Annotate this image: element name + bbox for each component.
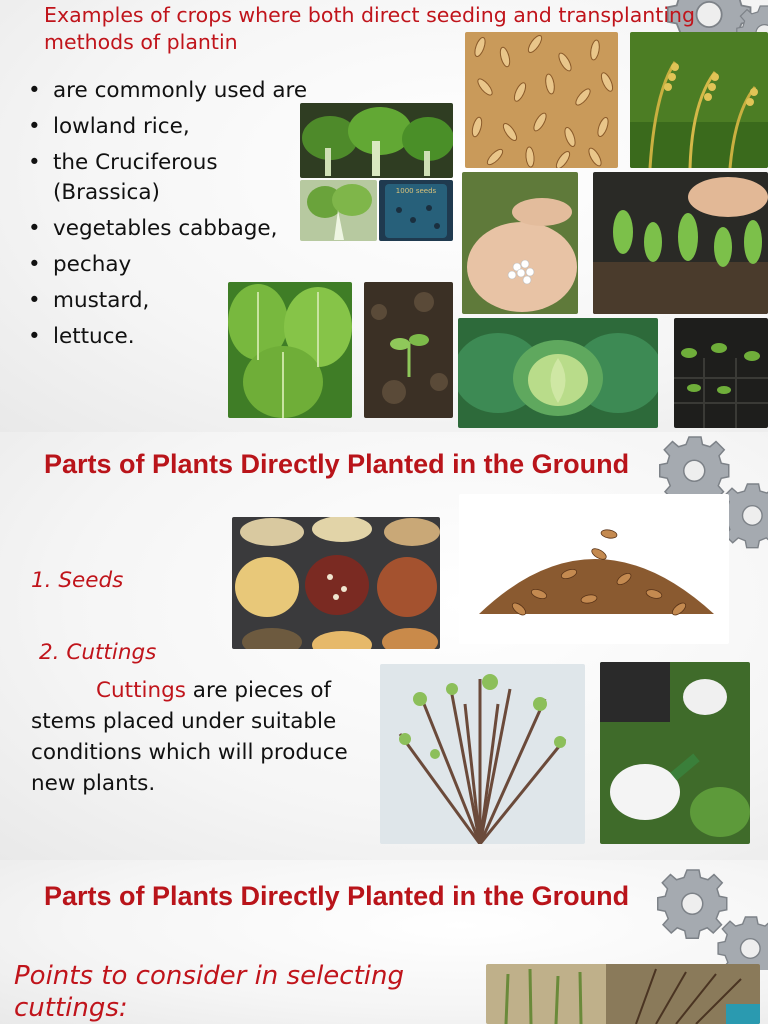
- pechay-small-image: [300, 180, 377, 241]
- slide-selecting-cuttings: [0, 860, 768, 1024]
- section-heading: Parts of Plants Directly Planted in the Ground: [44, 449, 630, 479]
- list-item: • the Cruciferous (Brassica): [28, 150, 218, 205]
- seed-pack-label: 1000 seeds: [395, 187, 437, 195]
- list-item: • mustard,: [28, 288, 150, 313]
- seed-bowls-image: [232, 517, 440, 649]
- list-item: • lettuce.: [28, 324, 135, 349]
- cuttings-bundle-image: [380, 664, 585, 844]
- cuttings-term: Cuttings: [96, 678, 186, 703]
- rice-plant-image: [630, 32, 768, 168]
- list-item: • are commonly used are: [28, 78, 308, 103]
- points-subheading: Points to consider in selecting cuttings:: [14, 961, 404, 1023]
- slide-crops-examples: [0, 0, 768, 432]
- pechay-plants-image: [300, 103, 453, 178]
- item-cuttings: 2. Cuttings: [39, 640, 157, 665]
- slide-title: Examples of crops where both direct seeding and transplanting methods of plantin: [44, 3, 696, 54]
- seedlings-tray-image: [674, 318, 768, 428]
- seed-pile-image: [459, 494, 729, 644]
- section-heading: Parts of Plants Directly Planted in the Ground: [44, 881, 630, 911]
- list-item: • vegetables cabbage,: [28, 216, 278, 241]
- list-item: • lowland rice,: [28, 114, 190, 139]
- cuttings-pots-image: [486, 964, 760, 1024]
- list-item: • pechay: [28, 252, 132, 277]
- item-seeds: 1. Seeds: [31, 568, 124, 593]
- seed-pack-image: [379, 180, 453, 241]
- cuttings-description: Cuttings are pieces of stems placed under suitable conditions which will produce new plants.: [31, 678, 348, 796]
- seedling-soil-image: [364, 282, 453, 418]
- pruning-image: [600, 662, 750, 844]
- cabbage-image: [458, 318, 658, 428]
- gear-decoration-icon: [633, 860, 768, 970]
- mustard-leaves-image: [228, 282, 352, 418]
- rice-grains-image: [465, 32, 618, 168]
- seedling-tray-image: [593, 172, 768, 314]
- slide-parts-seeds-cuttings: [0, 432, 768, 860]
- hand-seeds-image: [462, 172, 578, 314]
